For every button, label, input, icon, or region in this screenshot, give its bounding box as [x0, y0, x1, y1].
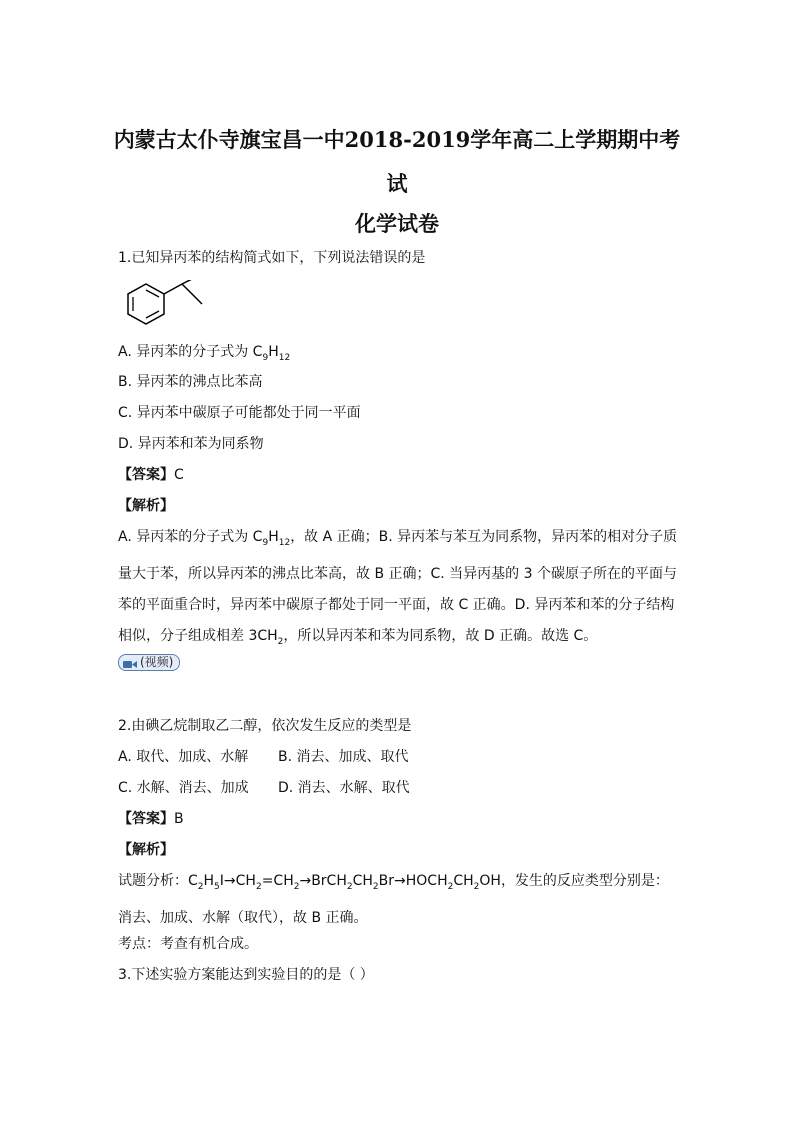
q1-answer: 【答案】C: [118, 467, 184, 483]
q2-stem: 2.由碘乙烷制取乙二醇，依次发生反应的类型是: [118, 718, 412, 734]
q1-analysis-label: 【解析】: [118, 498, 174, 514]
q1-option-a: A. 异丙苯的分子式为 $C_9H_{12}$: [118, 344, 291, 363]
doc-subject-title: 化学试卷: [355, 211, 439, 236]
q2-option-a: A. 取代、加成、水解: [118, 749, 249, 765]
video-camera-icon: [123, 658, 137, 667]
q2-analysis-label: 【解析】: [118, 842, 174, 858]
q2-kaodian: 考点：考查有机合成。: [118, 936, 258, 952]
doc-title-line1: 内蒙古太仆寺旗宝昌一中2018-2019学年高二上学期期中考: [113, 127, 681, 152]
q1-option-c: C. 异丙苯中碳原子可能都处于同一平面: [118, 405, 361, 421]
q1-option-b: B. 异丙苯的沸点比苯高: [118, 374, 263, 390]
q2-option-d: D. 消去、水解、取代: [278, 780, 410, 796]
q2-option-b: B. 消去、加成、取代: [278, 749, 409, 765]
isopropylbenzene-structure-icon: [124, 280, 214, 328]
video-button[interactable]: [118, 654, 180, 671]
q3-stem: 3.下述实验方案能达到实验目的的是（ ）: [118, 967, 374, 983]
q2-analysis-text: 试题分析：$C_2H_5I\to CH_2=CH_2\to BrCH_2CH_2Br\to HOCH_2CH_2OH$，发生的反应类型分别是：消去、加成、水解（取代），故 B 正确。: [118, 873, 669, 926]
q1-option-d: D. 异丙苯和苯为同系物: [118, 436, 264, 452]
doc-title-line2: 试: [386, 171, 408, 196]
q2-option-c: C. 水解、消去、加成: [118, 780, 249, 796]
q1-stem: 1.已知异丙苯的结构简式如下，下列说法错误的是: [118, 250, 426, 266]
video-label: (视频): [140, 655, 174, 669]
q2-answer: 【答案】B: [118, 811, 184, 827]
q1-analysis-text: A. 异丙苯的分子式为 $C_9H_{12}$，故 A 正确；B. 异丙苯与苯互为同系物，异丙苯的相对分子质量大于苯，所以异丙苯的沸点比苯高，故 B 正确；C. 当异丙基的 3 个碳原子所在的平面与苯的平面重合时，异丙苯中碳原子都处于同一平面，故 C 正确。D. 异丙苯和苯的分子结构相似，分子组成相差 $3CH_2$，所以异丙苯和苯为同系物，故 D 正确。故选 C。: [118, 529, 678, 647]
